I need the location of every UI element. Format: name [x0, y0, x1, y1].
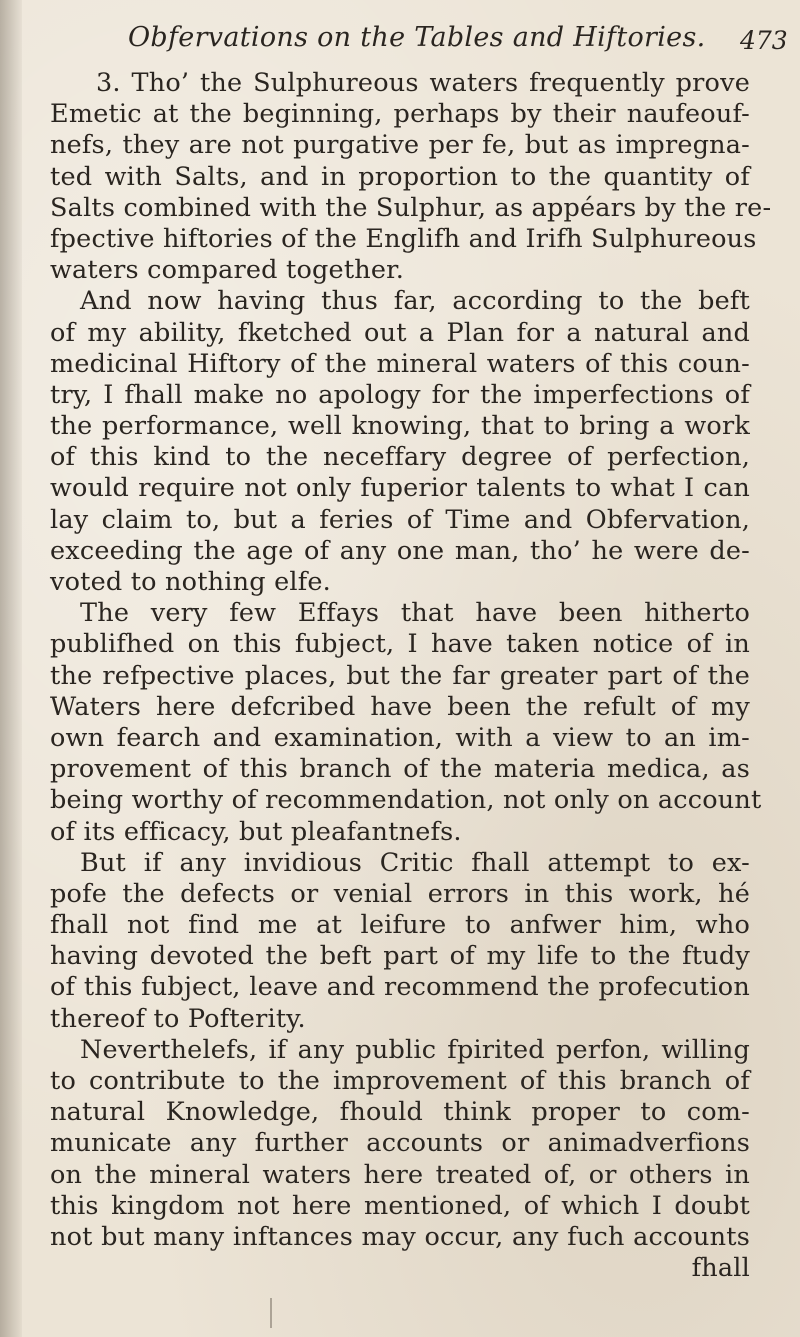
text-line: exceeding the age of any one man, tho’ he were de- — [50, 535, 750, 566]
text-line: provement of this branch of the materia medica, as — [50, 754, 750, 785]
text-line: ted with Salts, and in proportion to the quantity of — [50, 161, 750, 192]
running-head: Obfervations on the Tables and Hiftories. — [128, 22, 706, 53]
body-text — [50, 68, 772, 1284]
text-line: medicinal Hiftory of the mineral waters of this coun- — [50, 348, 750, 379]
text-line: the refpective places, but the far greater part of the — [50, 660, 750, 691]
text-line: Waters here defcribed have been the refult of my — [50, 691, 750, 722]
text-line: Salts combined with the Sulphur, as appéars by the re- — [50, 192, 772, 223]
text-line: try, I fhall make no apology for the imperfections of — [50, 379, 750, 410]
text-line: this kingdom not here mentioned, of which I doubt — [50, 1190, 750, 1221]
text-line: The very few Effays that have been hitherto — [80, 598, 750, 629]
catchword: fhall — [691, 1253, 750, 1284]
page-gutter-shadow — [0, 0, 22, 1337]
text-line: But if any invidious Critic fhall attempt to ex- — [80, 847, 750, 878]
text-line: of this kind to the neceffary degree of perfection, — [50, 442, 750, 473]
text-line: the performance, well knowing, that to bring a work — [50, 411, 750, 442]
text-line: having devoted the beft part of my life to the ftudy — [50, 941, 750, 972]
text-line: being worthy of recommendation, not only on account — [50, 785, 762, 816]
text-line: would require not only fuperior talents to what I can — [50, 473, 750, 504]
text-line: to contribute to the improvement of this branch of — [50, 1066, 750, 1096]
text-line: nefs, they are not purgative per fe, but as impregna- — [50, 130, 750, 161]
text-line: voted to nothing elfe. — [50, 567, 331, 597]
text-line: thereof to Pofterity. — [50, 1003, 306, 1034]
text-line: own fearch and examination, with a view to an im- — [50, 722, 750, 753]
text-line: fhall not find me at leifure to anfwer him, who — [50, 910, 750, 941]
text-line: publifhed on this fubject, I have taken notice of in — [50, 629, 750, 660]
text-line: lay claim to, but a feries of Time and Obfervation, — [50, 504, 750, 535]
text-line: on the mineral waters here treated of, or others in — [50, 1159, 750, 1190]
text-line: natural Knowledge, fhould think proper to com- — [50, 1097, 750, 1128]
text-line: not but many inftances may occur, any fuch accounts — [50, 1221, 750, 1252]
text-line: fpective hiftories of the Englifh and Irifh Sulphureous — [50, 223, 757, 254]
text-line: 3. Tho’ the Sulphureous waters frequently prove — [96, 68, 750, 98]
text-line: Neverthelefs, if any public fpirited perfon, willing — [80, 1034, 750, 1065]
text-line: pofe the defects or venial errors in this work, hé — [50, 878, 750, 909]
ink-mark — [270, 1298, 290, 1328]
text-line: of its efficacy, but pleafantnefs. — [50, 816, 462, 847]
text-line: of this fubject, leave and recommend the profecution — [50, 972, 750, 1003]
text-line: And now having thus far, according to the beft — [80, 286, 750, 317]
text-line: Emetic at the beginning, perhaps by their naufeouf- — [50, 99, 750, 130]
text-line: of my ability, fketched out a Plan for a natural and — [50, 317, 750, 348]
page-number: 473 — [740, 26, 788, 55]
text-line: waters compared together. — [50, 255, 405, 286]
text-line: municate any further accounts or animadverfions — [50, 1128, 750, 1159]
